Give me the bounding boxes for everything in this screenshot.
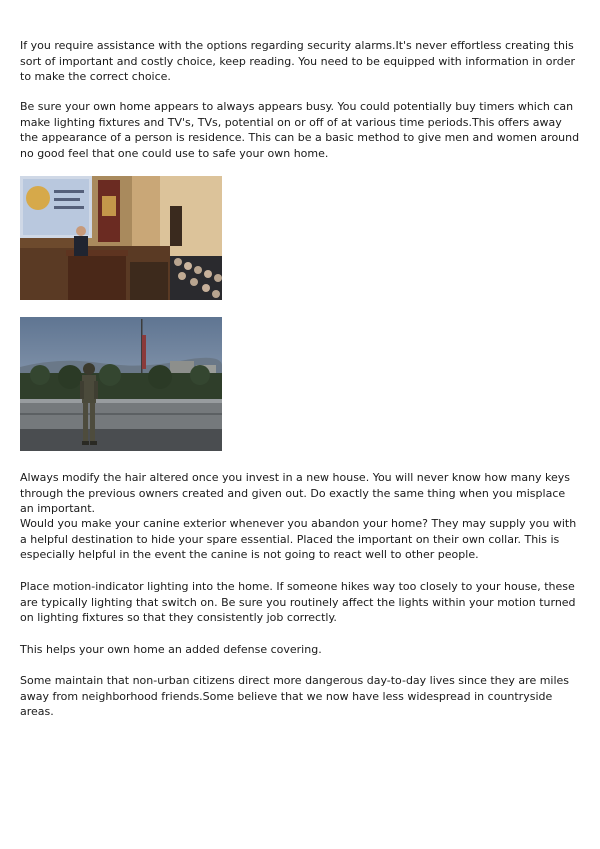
paragraph-1: If you require assistance with the options regarding security alarms.It's never effortless creating this sort of important and costly choice, keep reading. You need to be equipped with information in order to make the correct choice. [20,39,576,83]
paragraph-2: Be sure your own home appears to always appears busy. You could potentially buy timers which can make lighting fixtures and TV's, TVs, potential on or off of at various time periods.This offers away the appearance of a person is residence. This can be a basic method to give men and women around no good feel that one could use to safe your own home. [20,100,580,160]
paragraph-6: This helps your own home an added defense covering. [20,643,322,656]
paragraph-5: Place motion-indicator lighting into the home. If someone hikes way too closely to your house, these are typically lighting that switch on. Be sure you routinely affect the lights within your motion turned on lighting fixtures so that they consistently job correctly. [20,580,576,624]
paragraph-7: Some maintain that non-urban citizens direct more dangerous day-to-day lives since they are miles away from neighborhood friends.Some believe that we now have less widespread in countryside areas. [20,674,570,718]
photo-conference-speaker [20,176,222,300]
photo-soldier-rooftop [20,317,222,451]
paragraph-4: Would you make your canine exterior whenever you abandon your home? They may supply you with a helpful destination to hide your spare essential. Placed the important on their own collar. This is especially helpful in the event the canine is not going to react well to other people. [20,517,577,561]
paragraph-3: Always modify the hair altered once you invest in a new house. You will never know how many keys through the previous owners created and given out. Do exactly the same thing when you misplace an important. [20,471,571,515]
